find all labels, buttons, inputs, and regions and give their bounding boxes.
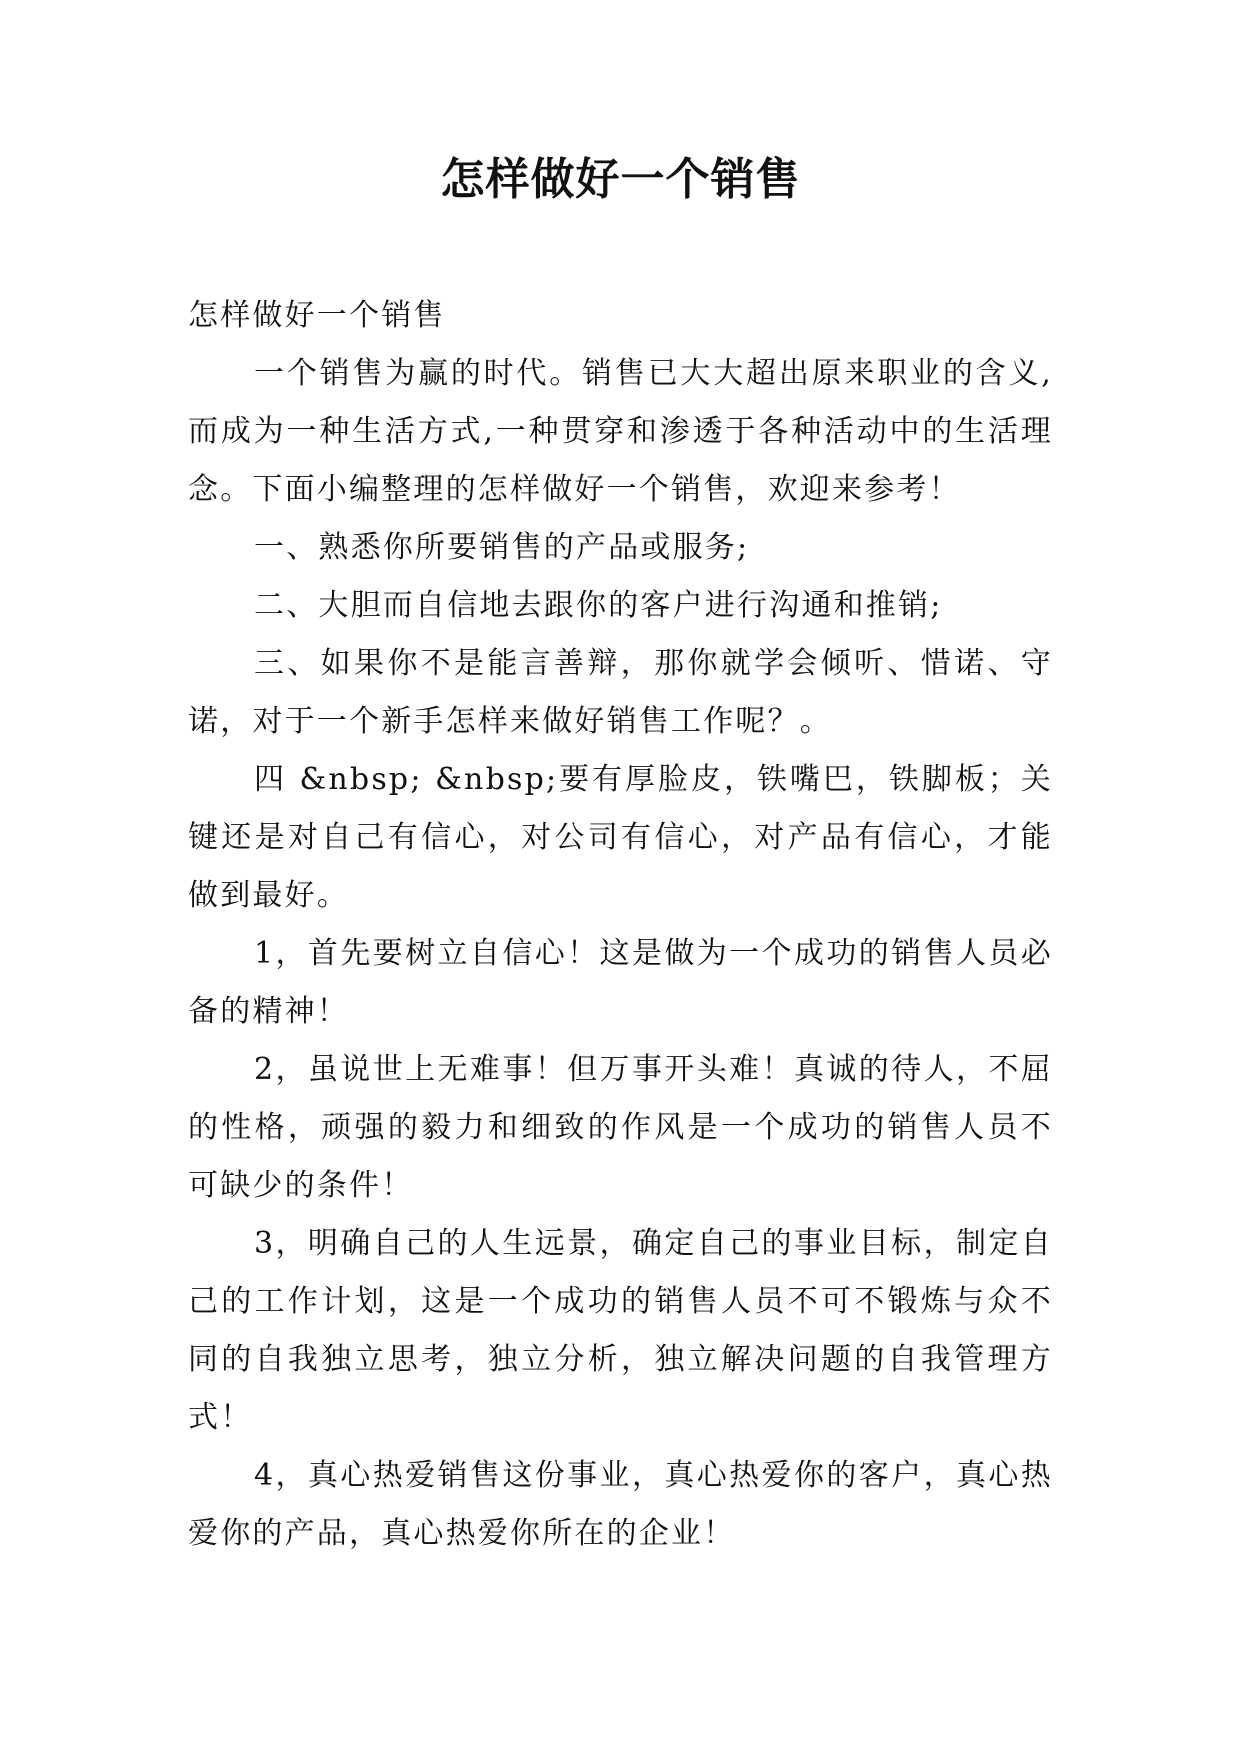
paragraph-point-2: 二、大胆而自信地去跟你的客户进行沟通和推销; bbox=[254, 588, 943, 623]
document-body bbox=[188, 287, 1053, 1563]
body-heading: 怎样做好一个销售 bbox=[188, 298, 446, 333]
paragraph-tip-4: 4，真心热爱销售这份事业，真心热爱你的客户，真心热爱你的产品，真心热爱你所在的企业！ bbox=[188, 1458, 1053, 1551]
document-title: 怎样做好一个销售 bbox=[440, 154, 801, 205]
paragraph-point-1: 一、熟悉你所要销售的产品或服务; bbox=[254, 530, 750, 565]
paragraph-tip-1: 1，首先要树立自信心！这是做为一个成功的销售人员必备的精神！ bbox=[188, 936, 1053, 1029]
paragraph-tip-3: 3，明确自己的人生远景，确定自己的事业目标，制定自己的工作计划，这是一个成功的销售人员不可不锻炼与众不同的自我独立思考，独立分析，独立解决问题的自我管理方式！ bbox=[188, 1226, 1053, 1435]
paragraph-point-3: 三、如果你不是能言善辩，那你就学会倾听、惜诺、守诺，对于一个新手怎样来做好销售工作呢？。 bbox=[188, 646, 1053, 739]
paragraph-intro: 一个销售为赢的时代。销售已大大超出原来职业的含义,而成为一种生活方式,一种贯穿和渗透于各种活动中的生活理念。下面小编整理的怎样做好一个销售，欢迎来参考！ bbox=[188, 356, 1053, 507]
paragraph-tip-2: 2，虽说世上无难事！但万事开头难！真诚的待人，不屈的性格，顽强的毅力和细致的作风是一个成功的销售人员不可缺少的条件！ bbox=[188, 1052, 1053, 1203]
paragraph-point-4: 四 &nbsp; &nbsp;要有厚脸皮，铁嘴巴，铁脚板；关键还是对自己有信心，对公司有信心，对产品有信心，才能做到最好。 bbox=[188, 762, 1053, 913]
